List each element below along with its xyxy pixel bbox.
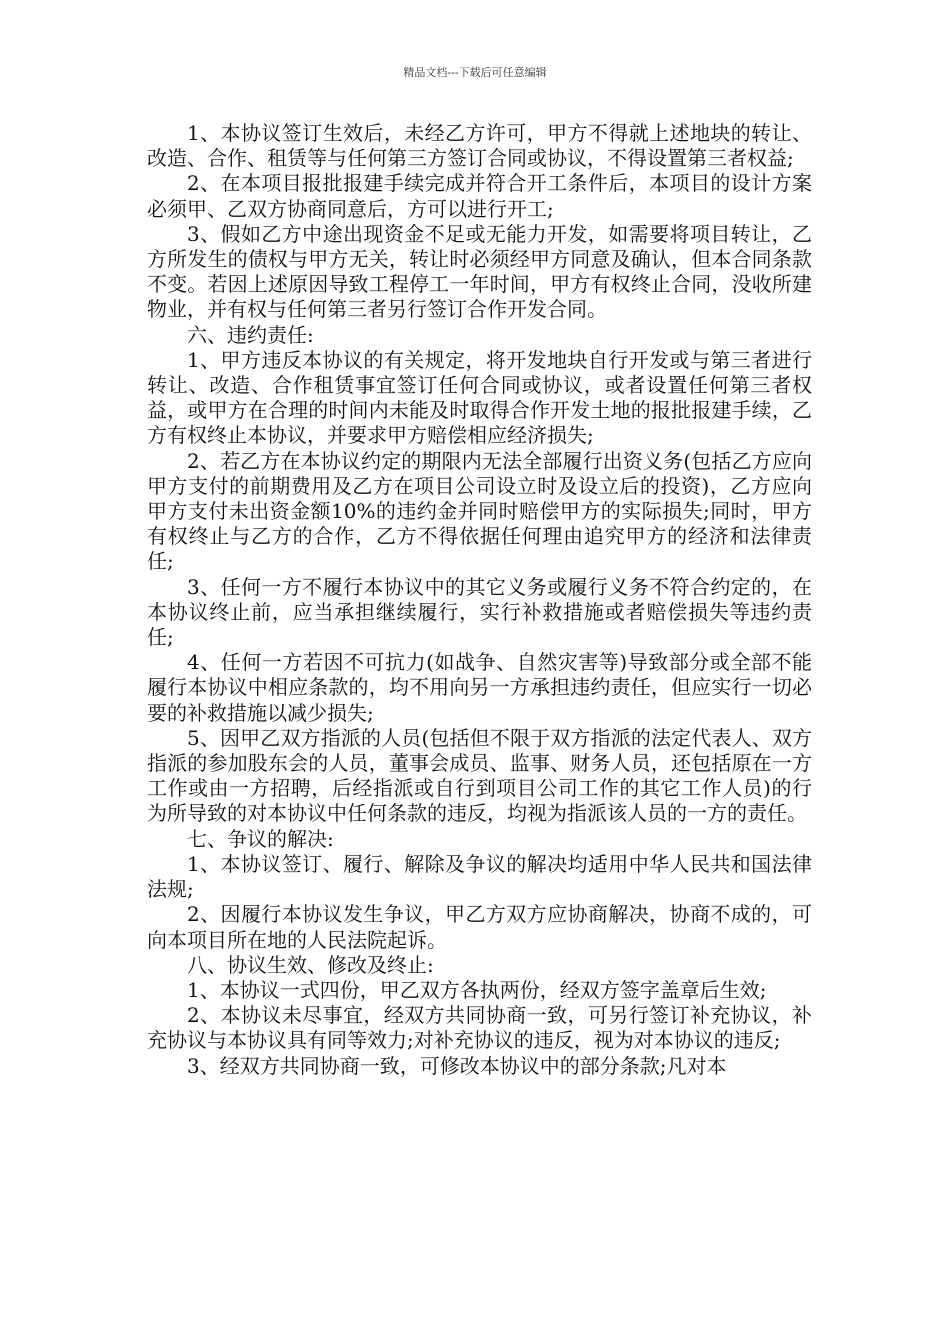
paragraph: 3、任何一方不履行本协议中的其它义务或履行义务不符合约定的，在本协议终止前，应当承担继续履行，实行补救措施或者赔偿损失等违约责任; — [147, 574, 812, 650]
paragraph: 1、本协议一式四份，甲乙双方各执两份，经双方签字盖章后生效; — [187, 977, 767, 1002]
paragraph: 2、本协议未尽事宜，经双方共同协商一致，可另行签订补充协议，补充协议与本协议具有同等效力;对补充协议的违反，视为对本协议的违反; — [147, 1003, 812, 1053]
paragraph: 1、本协议签订、履行、解除及争议的解决均适用中华人民共和国法律法规; — [147, 851, 812, 902]
paragraph: 2、因履行本协议发生争议，甲乙方双方应协商解决，协商不成的，可向本项目所在地的人民法院起诉。 — [147, 902, 812, 952]
paragraph: 2、若乙方在本协议约定的期限内无法全部履行出资义务(包括乙方应向甲方支付的前期费用及乙方在项目公司设立时及设立后的投资)，乙方应向甲方支付未出资金额10%的违约金并同时赔偿甲方的实际损失;同时，甲方有权终止与乙方的合作，乙方不得依据任何理由追究甲方的经济和法律责任; — [147, 448, 812, 574]
paragraph: 5、因甲乙双方指派的人员(包括但不限于双方指派的法定代表人、双方指派的参加股东会的人员，董事会成员、监事、财务人员，还包括原在一方工作或由一方招聘，后经指派或自行到项目公司工作的其它工作人员)的行为所导致的对本协议中任何条款的违反，均视为指派该人员的一方的责任。 — [147, 725, 812, 826]
paragraph: 1、甲方违反本协议的有关规定，将开发地块自行开发或与第三者进行转让、改造、合作租赁事宜签订任何合同或协议，或者设置任何第三者权益，或甲方在合理的时间内未能及时取得合作开发土地的报批报建手续，乙方有权终止本协议，并要求甲方赔偿相应经济损失; — [147, 347, 812, 448]
paragraph: 3、假如乙方中途出现资金不足或无能力开发，如需要将项目转让，乙方所发生的债权与甲方无关，转让时必须经甲方同意及确认，但本合同条款不变。若因上述原因导致工程停工一年时间，甲方有权终止合同，没收所建物业，并有权与任何第三者另行签订合作开发合同。 — [147, 221, 812, 322]
paragraph: 2、在本项目报批报建手续完成并符合开工条件后，本项目的设计方案必须甲、乙双方协商同意后，方可以进行开工; — [147, 171, 812, 221]
page-header: 精品文档---下载后可任意编辑 — [403, 66, 547, 79]
paragraph: 1、本协议签订生效后，未经乙方许可，甲方不得就上述地块的转让、改造、合作、租赁等与任何第三方签订合同或协议，不得设置第三者权益; — [147, 121, 812, 171]
section-heading: 八、协议生效、修改及终止: — [187, 952, 434, 977]
section-heading: 六、违约责任: — [187, 322, 314, 347]
paragraph: 3、经双方共同协商一致，可修改本协议中的部分条款;凡对本 — [187, 1053, 727, 1078]
document-body — [147, 121, 812, 1079]
section-heading: 七、争议的解决: — [187, 826, 334, 851]
paragraph: 4、任何一方若因不可抗力(如战争、自然灾害等)导致部分或全部不能履行本协议中相应条款的，均不用向另一方承担违约责任，但应实行一切必要的补救措施以减少损失; — [147, 650, 812, 725]
